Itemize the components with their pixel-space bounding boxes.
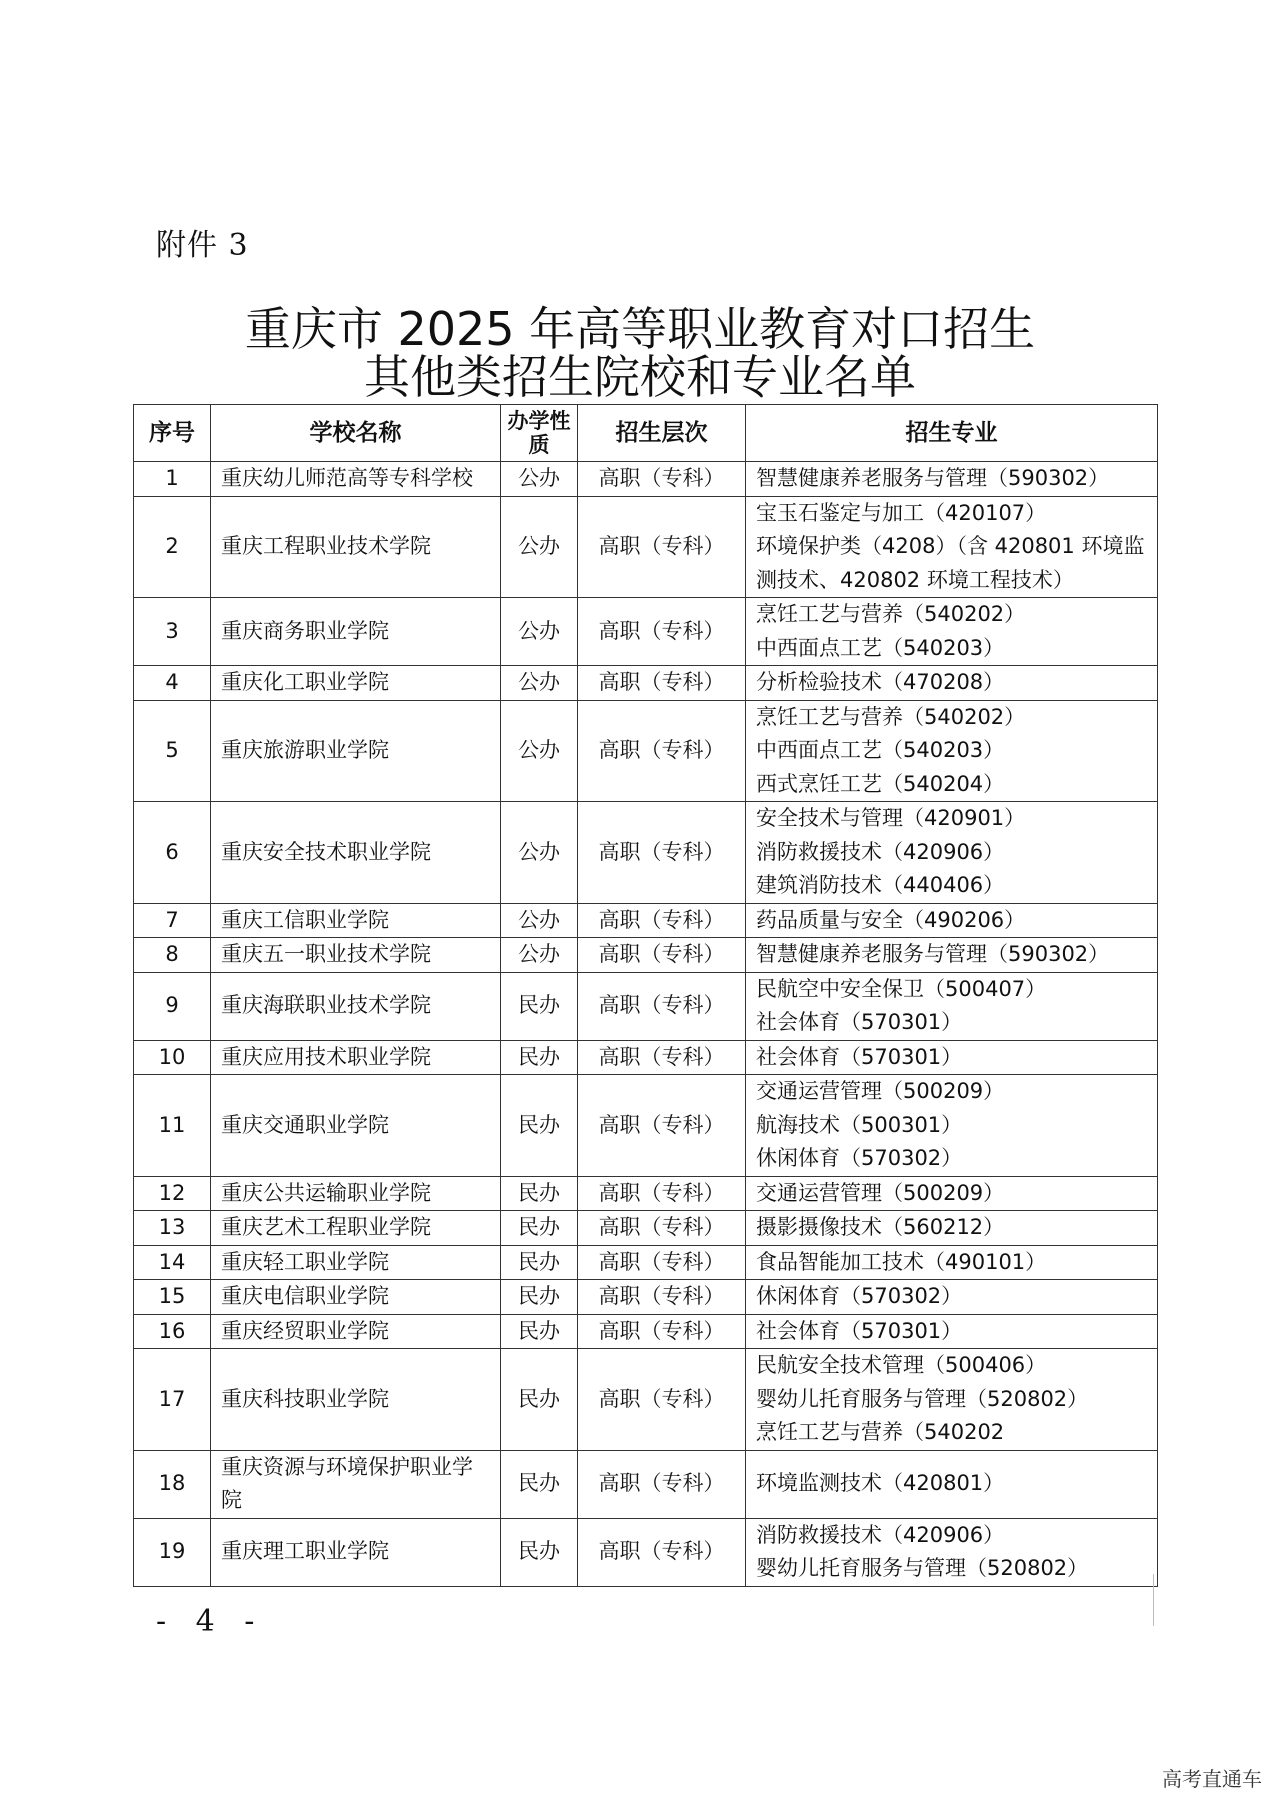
enrollment-level: 高职（专科）	[578, 1211, 746, 1246]
school-name: 重庆工信职业学院	[211, 903, 501, 938]
enrollment-level: 高职（专科）	[578, 666, 746, 701]
major-item: 烹饪工艺与营养（540202）	[756, 704, 1026, 729]
enrollment-level: 高职（专科）	[578, 1518, 746, 1586]
majors-cell	[746, 1211, 1158, 1246]
school-type: 公办	[501, 598, 578, 666]
school-type: 公办	[501, 802, 578, 904]
row-number: 16	[134, 1314, 211, 1349]
majors-cell	[746, 496, 1158, 598]
school-type: 民办	[501, 1075, 578, 1177]
majors-cell	[746, 1349, 1158, 1451]
enrollment-level: 高职（专科）	[578, 972, 746, 1040]
row-number: 17	[134, 1349, 211, 1451]
major-item: 宝玉石鉴定与加工（420107）	[756, 500, 1047, 525]
table-row	[134, 462, 1158, 497]
school-type: 民办	[501, 1211, 578, 1246]
row-number: 6	[134, 802, 211, 904]
major-item: 航海技术（500301）	[756, 1112, 963, 1137]
school-name: 重庆艺术工程职业学院	[211, 1211, 501, 1246]
major-item: 社会体育（570301）	[756, 1318, 963, 1343]
majors-cell	[746, 903, 1158, 938]
major-item: 安全技术与管理（420901）	[756, 806, 1026, 830]
school-name: 重庆五一职业技术学院	[211, 938, 501, 973]
majors-cell	[746, 1245, 1158, 1280]
table-row	[134, 1349, 1158, 1451]
major-item: 分析检验技术（470208）	[756, 670, 1005, 694]
header-type: 办学性质	[501, 405, 578, 462]
major-item: 智慧健康养老服务与管理（590302）	[756, 942, 1110, 966]
majors-cell	[746, 1518, 1158, 1586]
school-type: 民办	[501, 1176, 578, 1211]
enrollment-level: 高职（专科）	[578, 1075, 746, 1177]
table-header-row	[134, 405, 1158, 462]
table-row	[134, 700, 1158, 802]
enrollment-level: 高职（专科）	[578, 802, 746, 904]
table-row	[134, 802, 1158, 904]
major-item: 食品智能加工技术（490101）	[756, 1249, 1047, 1274]
school-type: 公办	[501, 700, 578, 802]
major-item: 环境保护类（4208）（含 420801 环境监	[756, 534, 1145, 558]
major-item: 交通运营管理（500209）	[756, 1180, 1005, 1205]
row-number: 2	[134, 496, 211, 598]
enrollment-level: 高职（专科）	[578, 1245, 746, 1280]
document-title-line2: 其他类招生院校和专业名单	[364, 350, 916, 404]
majors-cell	[746, 1280, 1158, 1315]
major-item: 药品质量与安全（490206）	[756, 907, 1026, 932]
majors-cell	[746, 802, 1158, 904]
attachment-label: 附件 3	[156, 228, 249, 263]
school-name: 重庆化工职业学院	[211, 666, 501, 701]
table-row	[134, 598, 1158, 666]
majors-cell	[746, 972, 1158, 1040]
major-item: 婴幼儿托育服务与管理（520802）	[756, 1556, 1089, 1580]
enrollment-level: 高职（专科）	[578, 1349, 746, 1451]
majors-cell	[746, 1040, 1158, 1075]
major-item: 交通运营管理（500209）	[756, 1079, 1005, 1103]
enrollment-level: 高职（专科）	[578, 1314, 746, 1349]
enrollment-table	[133, 404, 1158, 1587]
school-name: 重庆商务职业学院	[211, 598, 501, 666]
row-number: 5	[134, 700, 211, 802]
majors-cell	[746, 666, 1158, 701]
school-name: 重庆应用技术职业学院	[211, 1040, 501, 1075]
major-item: 民航安全技术管理（500406）	[756, 1353, 1047, 1377]
watermark: 高考直通车	[1162, 1767, 1262, 1791]
school-type: 公办	[501, 462, 578, 497]
table-row	[134, 1280, 1158, 1315]
row-number: 3	[134, 598, 211, 666]
school-name: 重庆公共运输职业学院	[211, 1176, 501, 1211]
school-type: 公办	[501, 496, 578, 598]
school-name: 重庆理工职业学院	[211, 1518, 501, 1586]
major-item: 消防救援技术（420906）	[756, 839, 1005, 864]
major-item: 烹饪工艺与营养（540202	[756, 1420, 1005, 1444]
major-item: 摄影摄像技术（560212）	[756, 1215, 1005, 1239]
row-number: 12	[134, 1176, 211, 1211]
major-item: 社会体育（570301）	[756, 1044, 963, 1069]
majors-cell	[746, 700, 1158, 802]
margin-line	[1153, 1574, 1154, 1626]
table-row	[134, 1176, 1158, 1211]
school-type: 公办	[501, 666, 578, 701]
school-name: 重庆资源与环境保护职业学院	[211, 1450, 501, 1518]
table-row	[134, 496, 1158, 598]
major-item: 中西面点工艺（540203）	[756, 738, 1005, 762]
row-number: 8	[134, 938, 211, 973]
enrollment-level: 高职（专科）	[578, 938, 746, 973]
majors-cell	[746, 1075, 1158, 1177]
enrollment-level: 高职（专科）	[578, 496, 746, 598]
enrollment-level: 高职（专科）	[578, 1176, 746, 1211]
enrollment-level: 高职（专科）	[578, 903, 746, 938]
table-row	[134, 1075, 1158, 1177]
enrollment-level: 高职（专科）	[578, 462, 746, 497]
major-item: 民航空中安全保卫（500407）	[756, 976, 1047, 1001]
majors-cell	[746, 1176, 1158, 1211]
header-level: 招生层次	[578, 405, 746, 462]
major-item: 西式烹饪工艺（540204）	[756, 771, 1005, 796]
school-type: 民办	[501, 1349, 578, 1451]
school-type: 公办	[501, 938, 578, 973]
school-type: 民办	[501, 1040, 578, 1075]
school-name: 重庆经贸职业学院	[211, 1314, 501, 1349]
major-item: 烹饪工艺与营养（540202）	[756, 602, 1026, 626]
school-name: 重庆海联职业技术学院	[211, 972, 501, 1040]
school-name: 重庆旅游职业学院	[211, 700, 501, 802]
header-school: 学校名称	[211, 405, 501, 462]
school-type: 公办	[501, 903, 578, 938]
table-row	[134, 1245, 1158, 1280]
row-number: 15	[134, 1280, 211, 1315]
enrollment-level: 高职（专科）	[578, 1450, 746, 1518]
table-row	[134, 972, 1158, 1040]
row-number: 9	[134, 972, 211, 1040]
table-row	[134, 1211, 1158, 1246]
table-row	[134, 1040, 1158, 1075]
row-number: 7	[134, 903, 211, 938]
majors-cell	[746, 462, 1158, 497]
table-row	[134, 1314, 1158, 1349]
page-number: - 4 -	[156, 1604, 265, 1639]
table-row	[134, 938, 1158, 973]
school-name: 重庆工程职业技术学院	[211, 496, 501, 598]
row-number: 1	[134, 462, 211, 497]
school-name: 重庆幼儿师范高等专科学校	[211, 462, 501, 497]
row-number: 11	[134, 1075, 211, 1177]
enrollment-level: 高职（专科）	[578, 1040, 746, 1075]
table-body	[134, 462, 1158, 1587]
major-item: 智慧健康养老服务与管理（590302）	[756, 466, 1110, 490]
document-title-line1: 重庆市 2025 年高等职业教育对口招生	[244, 302, 1036, 356]
major-item: 环境监测技术（420801）	[756, 1471, 1005, 1496]
school-type: 民办	[501, 1518, 578, 1586]
school-name: 重庆轻工职业学院	[211, 1245, 501, 1280]
row-number: 13	[134, 1211, 211, 1246]
majors-cell	[746, 598, 1158, 666]
school-name: 重庆安全技术职业学院	[211, 802, 501, 904]
row-number: 19	[134, 1518, 211, 1586]
row-number: 18	[134, 1450, 211, 1518]
major-item: 中西面点工艺（540203）	[756, 635, 1005, 660]
school-type: 民办	[501, 1245, 578, 1280]
major-item: 休闲体育（570302）	[756, 1146, 963, 1170]
row-number: 10	[134, 1040, 211, 1075]
table-row	[134, 1450, 1158, 1518]
school-type: 民办	[501, 1450, 578, 1518]
row-number: 14	[134, 1245, 211, 1280]
school-type: 民办	[501, 1314, 578, 1349]
major-item: 测技术、420802 环境工程技术）	[756, 567, 1074, 592]
school-name: 重庆交通职业学院	[211, 1075, 501, 1177]
enrollment-level: 高职（专科）	[578, 700, 746, 802]
table-row	[134, 1518, 1158, 1586]
school-name: 重庆电信职业学院	[211, 1280, 501, 1315]
major-item: 社会体育（570301）	[756, 1010, 963, 1034]
major-item: 消防救援技术（420906）	[756, 1522, 1005, 1547]
majors-cell	[746, 1450, 1158, 1518]
major-item: 休闲体育（570302）	[756, 1284, 963, 1308]
school-name: 重庆科技职业学院	[211, 1349, 501, 1451]
row-number: 4	[134, 666, 211, 701]
school-type: 民办	[501, 1280, 578, 1315]
majors-cell	[746, 1314, 1158, 1349]
enrollment-level: 高职（专科）	[578, 1280, 746, 1315]
school-type: 民办	[501, 972, 578, 1040]
major-item: 建筑消防技术（440406）	[756, 873, 1005, 897]
table-row	[134, 903, 1158, 938]
header-no: 序号	[134, 405, 211, 462]
major-item: 婴幼儿托育服务与管理（520802）	[756, 1386, 1089, 1411]
header-majors: 招生专业	[746, 405, 1158, 462]
table-row	[134, 666, 1158, 701]
majors-cell	[746, 938, 1158, 973]
enrollment-level: 高职（专科）	[578, 598, 746, 666]
